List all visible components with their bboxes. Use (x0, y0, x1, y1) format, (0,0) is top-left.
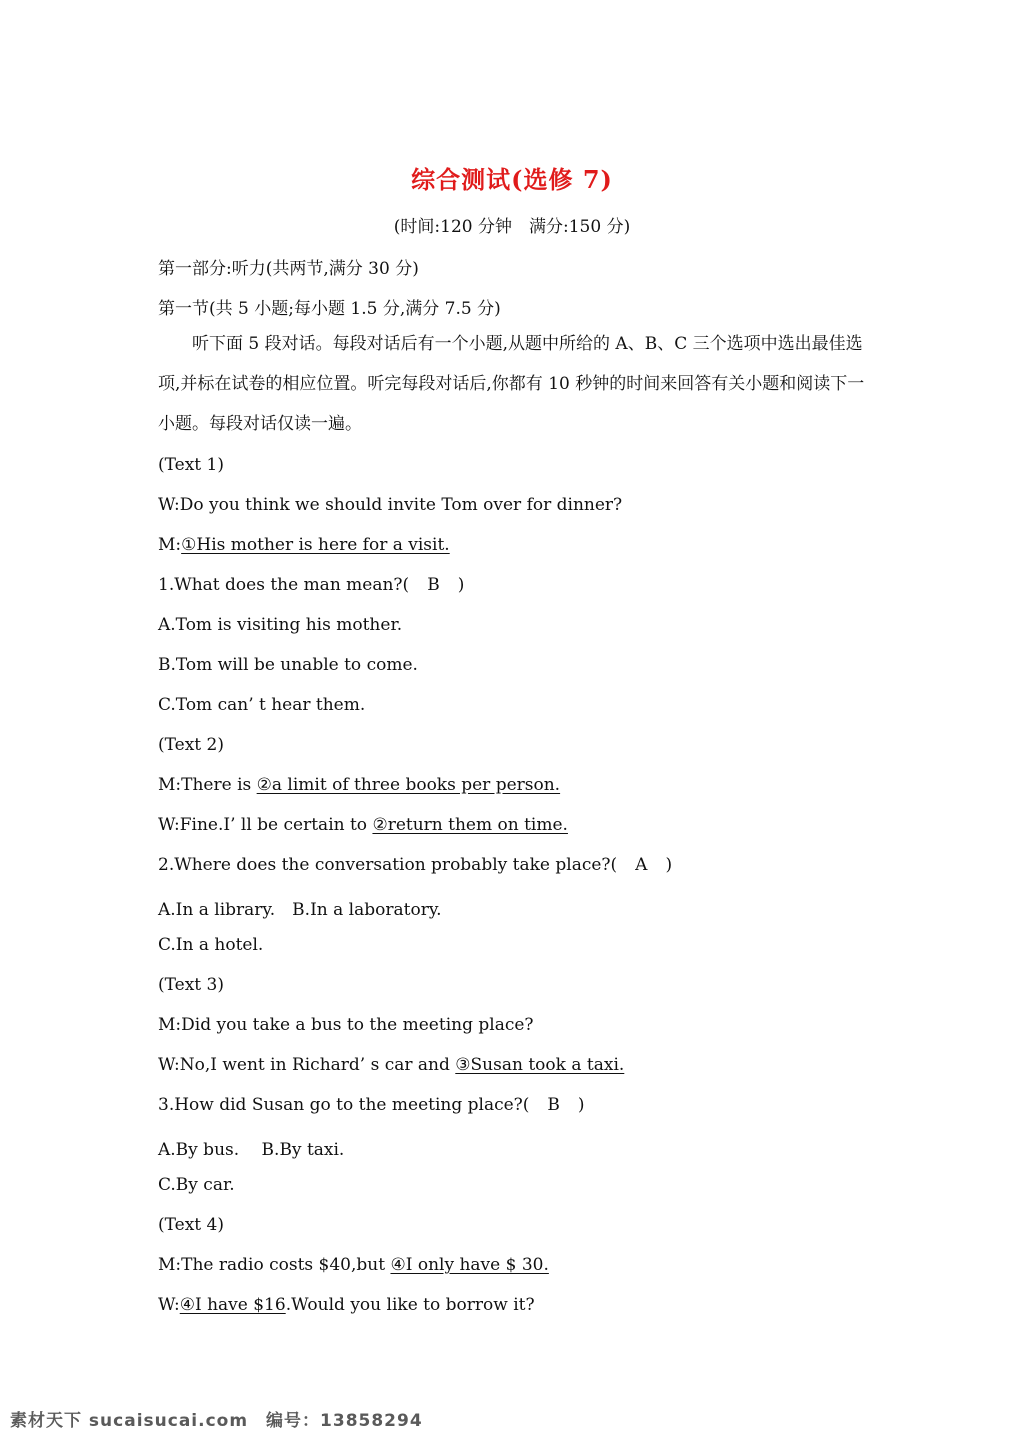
exam-info: (时间:120 分钟 满分:150 分) (393, 217, 631, 237)
part-heading: 第一部分:听力(共两节,满分 30 分) (158, 259, 419, 279)
option-1a: A.Tom is visiting his mother. (158, 615, 403, 635)
watermark-bar (0, 1396, 1024, 1442)
answer-1: B (427, 575, 440, 595)
text3-woman-line: W:No,I went in Richard’ s car and ③Susan took a taxi. (158, 1055, 625, 1075)
text1-label: (Text 1) (158, 455, 224, 475)
question-2: 2.Where does the conversation probably take place?( A ) (158, 855, 673, 875)
text3-label: (Text 3) (158, 975, 224, 995)
option-3ab: A.By bus. B.By taxi. (158, 1140, 345, 1160)
instructions: 听下面 5 段对话。每段对话后有一个小题,从题中所给的 A、B、C 三个选项中选出最佳选项,并标在试卷的相应位置。听完每段对话后,你都有 10 秒钟的时间来回答有关小题和阅读下一小题。每段对话仅读一遍。 (158, 334, 865, 434)
option-2ab: A.In a library. B.In a laboratory. (158, 900, 442, 920)
text2-label: (Text 2) (158, 735, 224, 755)
option-2c: C.In a hotel. (158, 935, 264, 955)
question-3: 3.How did Susan go to the meeting place?( B ) (158, 1095, 585, 1115)
option-1c: C.Tom can’ t hear them. (158, 695, 366, 715)
page-title: 综合测试(选修 7) (411, 165, 613, 194)
option-1b: B.Tom will be unable to come. (158, 655, 418, 675)
text4-man-line: M:The radio costs $40,but ④I only have $ 30. (158, 1255, 549, 1275)
text2-woman-line: W:Fine.I’ ll be certain to ②return them on time. (158, 815, 568, 835)
answer-3: B (547, 1095, 560, 1115)
watermark-text: 素材天下 sucaisucai.com 编号：13858294 (10, 1411, 423, 1431)
answer-2: A (635, 855, 648, 875)
text4-woman-line: W:④I have $16.Would you like to borrow it? (158, 1295, 535, 1315)
section-heading: 第一节(共 5 小题;每小题 1.5 分,满分 7.5 分) (158, 299, 501, 319)
text3-man-line: M:Did you take a bus to the meeting place? (158, 1015, 534, 1035)
text4-label: (Text 4) (158, 1215, 224, 1235)
question-1: 1.What does the man mean?( B ) (158, 575, 465, 595)
text2-man-line: M:There is ②a limit of three books per person. (158, 775, 561, 795)
text1-woman-line: W:Do you think we should invite Tom over for dinner? (158, 495, 623, 515)
text1-man-line: M:①His mother is here for a visit. (158, 535, 450, 555)
option-3c: C.By car. (158, 1175, 235, 1195)
